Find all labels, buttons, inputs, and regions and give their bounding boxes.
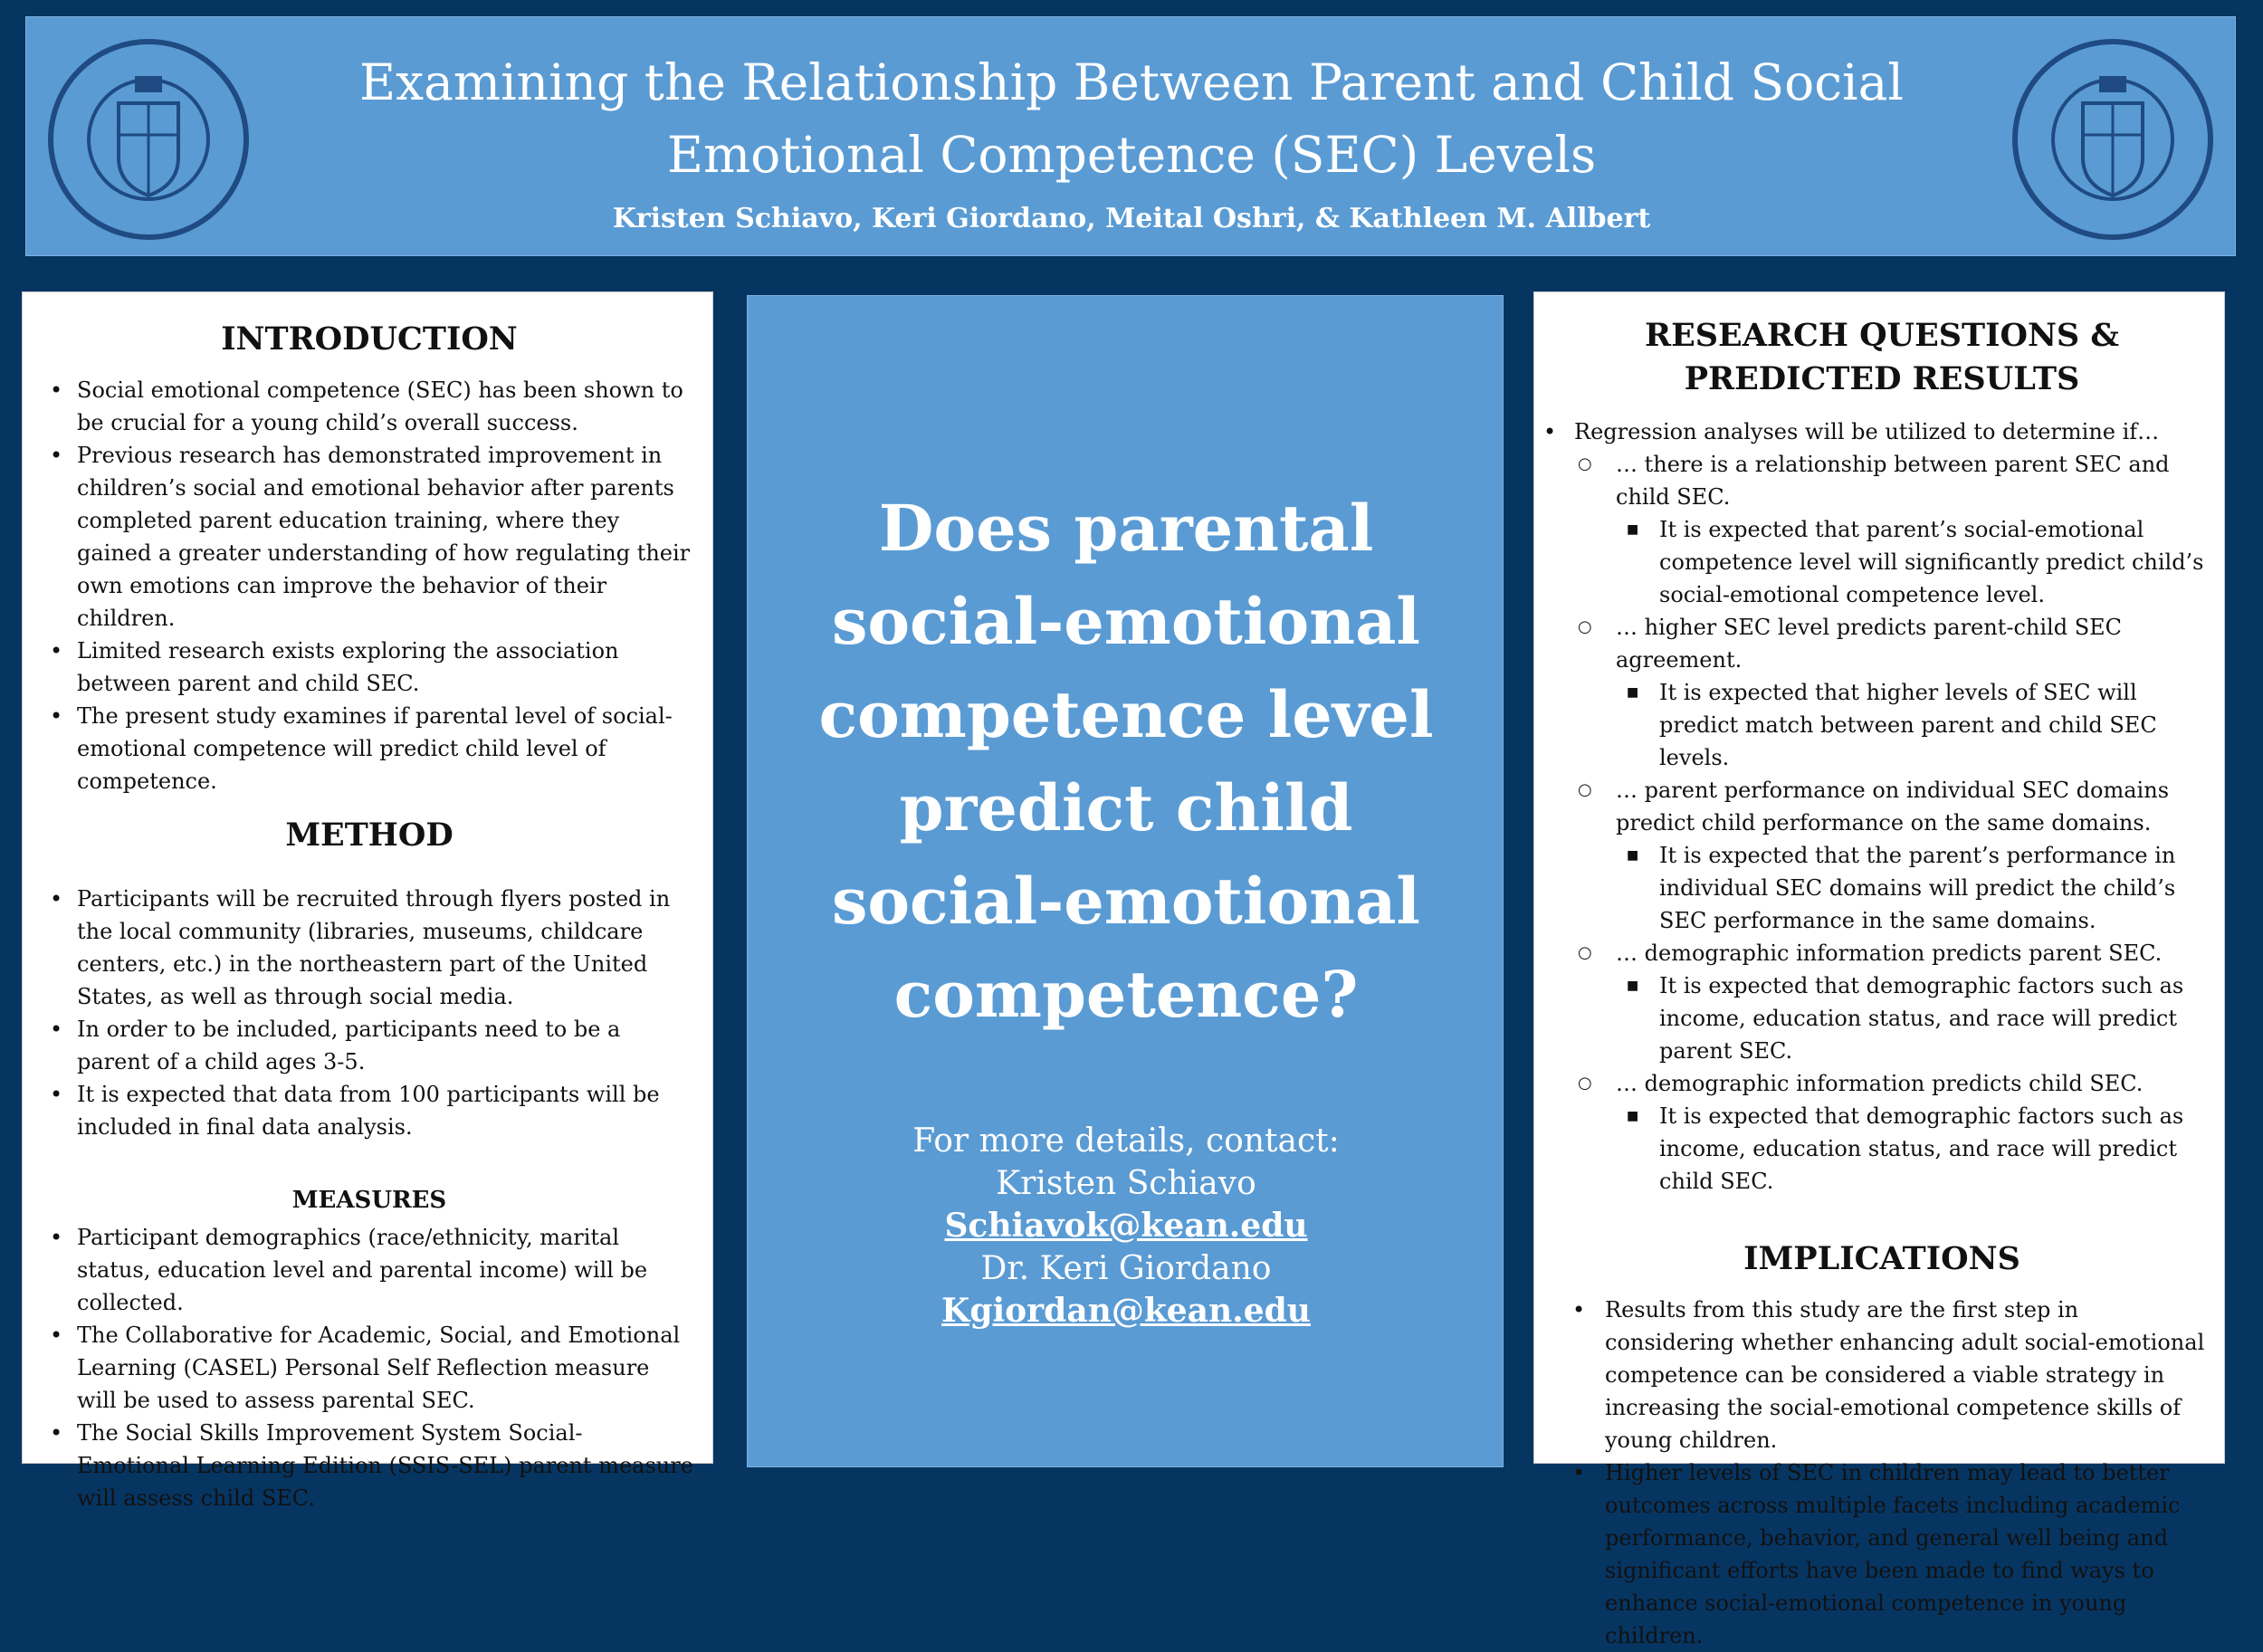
kean-university-seal-logo <box>44 35 253 244</box>
center-panel <box>747 295 1504 1467</box>
contact-name-giordano: Dr. Keri Giordano <box>980 1250 1272 1287</box>
measures-heading: MEASURES <box>291 1187 447 1214</box>
implications-list <box>1552 1294 2211 1652</box>
predicted-result-item: ■ It is expected that parent’s social-emotional competence level will significantly predict child’s social-emotional competence level. <box>1552 513 2211 611</box>
list-item: • The present study examines if parental level of social-emotional competence will predict child level of competence. <box>44 700 694 797</box>
poster-header <box>25 16 2236 256</box>
research-question-item: ○ … higher SEC level predicts parent-child SEC agreement. <box>1552 611 2211 676</box>
predicted-result-item: ■ It is expected that the parent’s performance in individual SEC domains will predict the child’s SEC performance in the same domains. <box>1552 839 2211 937</box>
kean-university-seal-logo-right <box>2009 35 2217 244</box>
list-item: • Higher levels of SEC in children may lead to better outcomes across multiple facets including academic performance, behavior, and general well being and significant efforts have been made to find ways to enhance social-emotional competence in young children. <box>1552 1456 2211 1652</box>
list-item: • Participants will be recruited through flyers posted in the local community (libraries, museums, childcare centers, etc.) in the northeastern part of the United States, as well as through social media. <box>44 883 694 1013</box>
research-questions-heading: RESEARCH QUESTIONS & PREDICTED RESULTS <box>1645 317 2119 397</box>
implications-heading: IMPLICATIONS <box>1743 1240 2020 1277</box>
poster-title: Examining the Relationship Between Parent and Child Social Emotional Competence (SEC) Levels <box>358 53 1905 184</box>
central-research-question: Does parental social-emotional competence level predict child social-emotional competence? <box>818 491 1434 1032</box>
contact-block <box>784 1120 1468 1332</box>
research-questions-list <box>1552 415 2211 1198</box>
list-item: • Social emotional competence (SEC) has been shown to be crucial for a young child’s overall success. <box>44 374 694 439</box>
predicted-result-item: ■ It is expected that demographic factors such as income, education status, and race will predict child SEC. <box>1552 1100 2211 1198</box>
method-heading: METHOD <box>285 816 454 854</box>
poster-authors: Kristen Schiavo, Keri Giordano, Meital Oshri, & Kathleen M. Allbert <box>612 203 1651 234</box>
predicted-result-item: ■ It is expected that higher levels of SEC will predict match between parent and child SEC levels. <box>1552 676 2211 774</box>
contact-email-giordano[interactable]: Kgiordan@kean.edu <box>941 1292 1311 1330</box>
method-list <box>44 883 694 1143</box>
measures-list <box>44 1221 694 1514</box>
research-question-item: ○ … demographic information predicts child SEC. <box>1552 1067 2211 1100</box>
list-item: • Previous research has demonstrated improvement in children’s social and emotional behavior after parents completed parent education training, where they gained a greater understanding of how regulating their own emotions can improve the behavior of their children. <box>44 439 694 635</box>
list-item: • Limited research exists exploring the association between parent and child SEC. <box>44 635 694 700</box>
introduction-heading: INTRODUCTION <box>221 320 518 358</box>
contact-email-schiavo[interactable]: Schiavok@kean.edu <box>944 1207 1308 1245</box>
research-question-item: ○ … parent performance on individual SEC domains predict child performance on the same domains. <box>1552 774 2211 839</box>
contact-intro: For more details, contact: <box>912 1122 1340 1160</box>
research-question-item: ○ … there is a relationship between parent SEC and child SEC. <box>1552 448 2211 513</box>
left-panel <box>22 291 713 1511</box>
contact-name-schiavo: Kristen Schiavo <box>996 1165 1256 1202</box>
research-question-item: ○ … demographic information predicts parent SEC. <box>1552 937 2211 969</box>
list-item: • Regression analyses will be utilized to determine if… <box>1552 415 2211 448</box>
list-item: • The Collaborative for Academic, Social, and Emotional Learning (CASEL) Personal Self Reflection measure will be used to assess parental SEC. <box>44 1319 694 1417</box>
list-item: • The Social Skills Improvement System Social-Emotional Learning Edition (SSIS-SEL) parent measure will assess child SEC. <box>44 1417 694 1514</box>
right-panel <box>1533 291 2225 1648</box>
list-item: • It is expected that data from 100 participants will be included in final data analysis. <box>44 1078 694 1143</box>
introduction-list <box>44 374 694 797</box>
list-item: • In order to be included, participants need to be a parent of a child ages 3-5. <box>44 1013 694 1078</box>
list-item: • Results from this study are the first step in considering whether enhancing adult social-emotional competence can be considered a viable strategy in increasing the social-emotional competence skills of young children. <box>1552 1294 2211 1456</box>
list-item: • Participant demographics (race/ethnicity, marital status, education level and parental income) will be collected. <box>44 1221 694 1319</box>
predicted-result-item: ■ It is expected that demographic factors such as income, education status, and race will predict parent SEC. <box>1552 969 2211 1067</box>
